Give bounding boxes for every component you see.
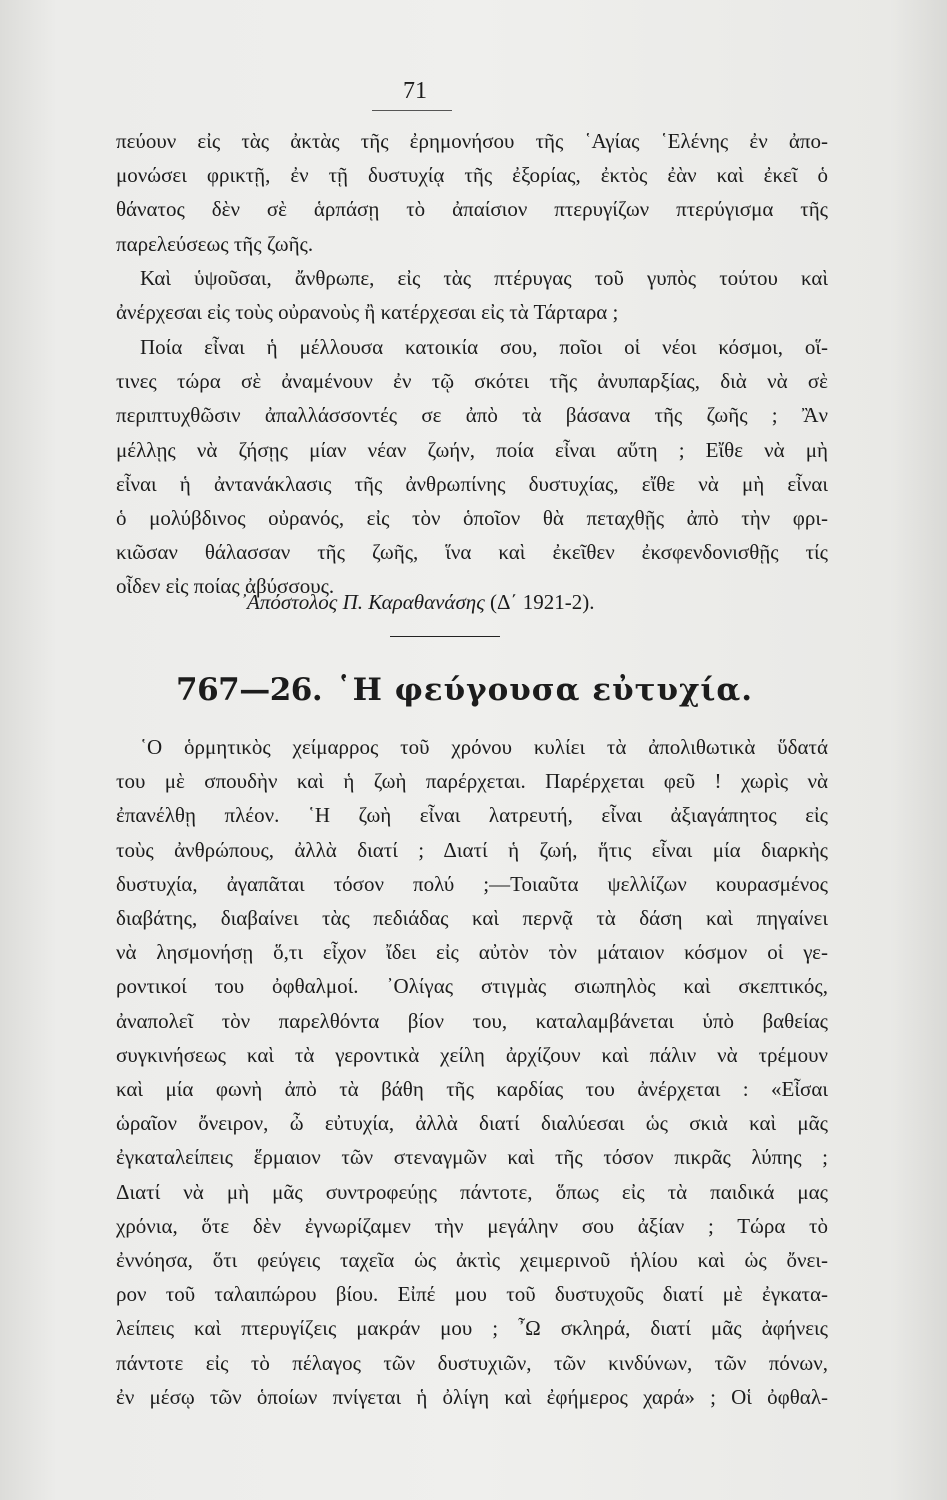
text-line: οἶδεν εἰς ποίας ἀβύσσους. xyxy=(116,574,335,599)
page-number: 71 xyxy=(403,78,427,104)
text-line: ὡραῖον ὄνειρον, ὦ εὐτυχία, ἀλλὰ διατί διαλύεσαι ὡς σκιὰ καὶ μᾶς xyxy=(116,1111,828,1136)
paragraph-continued xyxy=(116,124,828,261)
text-line: ἀνέρχεσαι εἰς τοὺς οὐρανοὺς ἢ κατέρχεσαι εἰς τὰ Τάρταρα ; xyxy=(116,300,619,325)
text-line: συγκινήσεως καὶ τὰ γεροντικὰ χείλη ἀρχίζουν καὶ πάλιν νὰ τρέμουν xyxy=(116,1042,828,1067)
text-line: Διατί νὰ μὴ μᾶς συντροφεύῃς πάντοτε, ὅπως εἰς τὰ παιδικά μας xyxy=(116,1179,828,1204)
text-line: τοὺς ἀνθρώπους, ἀλλὰ διατί ; Διατί ἡ ζωή, ἥτις εἶναι μία διαρκὴς xyxy=(116,837,828,862)
signature xyxy=(240,590,800,615)
text-line: μέλλῃς νὰ ζήσῃς μίαν νέαν ζωήν, ποία εἶναι αὕτη ; Εἴθε νὰ μὴ xyxy=(116,437,828,462)
text-line: περιπτυχθῶσιν ἀπαλλάσσοντές σε ἀπὸ τὰ βάσανα τῆς ζωῆς ; Ἂν xyxy=(116,403,828,428)
text-line: χρόνια, ὅτε δὲν ἐγνωρίζαμεν τὴν μεγάλην σου ἀξίαν ; Τώρα τὸ xyxy=(116,1213,828,1238)
page-number-rule xyxy=(372,110,452,111)
text-line: θάνατος δὲν σὲ ἁρπάσῃ τὸ ἀπαίσιον πτερυγίζων πτερύγισμα τῆς xyxy=(116,197,828,222)
paragraph-4 xyxy=(116,730,828,1414)
text-line: λείπεις καὶ πτερυγίζεις μακράν μου ; ῏Ω σκληρά, διατί μᾶς ἀφήνεις xyxy=(116,1316,828,1341)
paragraph-3 xyxy=(116,330,828,604)
text-line: Ποία εἶναι ἡ μέλλουσα κατοικία σου, ποῖοι οἱ νέοι κόσμοι, οἵ- xyxy=(140,335,828,359)
signature-author: ᾿Απόστολος Π. Καραθανάσης xyxy=(240,590,485,614)
text-line: ἐννόησα, ὅτι φεύγεις ταχεῖα ὡς ἀκτὶς χειμερινοῦ ἡλίου καὶ ὡς ὄνει- xyxy=(116,1248,828,1273)
heading-number: 767—26. xyxy=(176,672,323,708)
text-line: ἐγκαταλείπεις ἕρμαιον τῶν στεναγμῶν καὶ τῆς τόσον πικρᾶς λύπης ; xyxy=(116,1145,828,1170)
text-line: Καὶ ὑψοῦσαι, ἄνθρωπε, εἰς τὰς πτέρυγας τοῦ γυπὸς τούτου καὶ xyxy=(140,266,828,290)
text-line: ἀναπολεῖ τὸν παρελθόντα βίον του, καταλαμβάνεται ὑπὸ βαθείας xyxy=(116,1008,828,1033)
text-line: δυστυχία, ἀγαπᾶται τόσον πολύ ;—Τοιαῦτα ψελλίζων κουρασμένος xyxy=(116,871,828,896)
text-line: διαβάτης, διαβαίνει τὰς πεδιάδας καὶ περνᾷ τὰ δάση καὶ πηγαίνει xyxy=(116,906,828,931)
text-line: ἐπανέλθῃ πλέον. ῾Η ζωὴ εἶναι λατρευτή, εἶναι ἀξιαγάπητος εἰς xyxy=(116,803,828,828)
text-line: μονώσει φρικτῇ, ἐν τῇ δυστυχίᾳ τῆς ἐξορίας, ἐκτὸς ἐὰν καὶ ἐκεῖ ὁ xyxy=(116,163,828,188)
text-line: ὁ μολύβδινος οὐρανός, εἰς τὸν ὁποῖον θὰ πεταχθῇς ἀπὸ τὴν φρι- xyxy=(116,506,828,531)
section-divider xyxy=(390,636,500,637)
text-line: ἐν μέσῳ τῶν ὁποίων πνίγεται ἡ ὀλίγη καὶ ἐφήμερος χαρά» ; Οἱ ὀφθαλ- xyxy=(116,1384,828,1409)
heading-title: ῾Η φεύγουσα εὐτυχία. xyxy=(336,672,754,708)
text-line: ῾Ο ὁρμητικὸς χείμαρρος τοῦ χρόνου κυλίει τὰ ἀπολιθωτικὰ ὕδατά xyxy=(140,735,828,759)
text-line: πάντοτε εἰς τὸ πέλαγος τῶν δυστυχιῶν, τῶν κινδύνων, τῶν πόνων, xyxy=(116,1350,828,1375)
text-line: ρον τοῦ ταλαιπώρου βίου. Εἰπέ μου τοῦ δυστυχοῦς διατί μὲ ἐγκατα- xyxy=(116,1282,828,1307)
text-line: του μὲ σπουδὴν καὶ ἡ ζωὴ παρέρχεται. Παρέρχεται φεῦ ! χωρὶς νὰ xyxy=(116,769,828,794)
text-line: τινες τώρα σὲ ἀναμένουν ἐν τῷ σκότει τῆς ἀνυπαρξίας, διὰ νὰ σὲ xyxy=(116,369,828,394)
section-heading xyxy=(176,672,776,708)
text-line: καὶ μία φωνὴ ἀπὸ τὰ βάθη τῆς καρδίας του ἀνέρχεται : «Εἶσαι xyxy=(116,1077,828,1102)
text-line: νὰ λησμονήσῃ ὅ,τι εἶχον ἴδει εἰς αὐτὸν τὸν μάταιον κόσμον οἱ γε- xyxy=(116,940,828,965)
signature-class-year: (Δ΄ 1921-2). xyxy=(490,590,595,614)
text-line: εἶναι ἡ ἀντανάκλασις τῆς ἀνθρωπίνης δυστυχίας, εἴθε νὰ μὴ εἶναι xyxy=(116,471,828,496)
text-line: ροντικοί του ὀφθαλμοί. ᾿Ολίγας στιγμὰς σιωπηλὸς καὶ σκεπτικός, xyxy=(116,974,828,999)
text-line: κιῶσαν θάλασσαν τῆς ζωῆς, ἵνα καὶ ἐκεῖθεν ἐκσφενδονισθῇς τίς xyxy=(116,540,828,565)
paragraph-2 xyxy=(116,261,828,329)
text-line: πεύουν εἰς τὰς ἀκτὰς τῆς ἐρημονήσου τῆς ῾Αγίας ῾Ελένης ἐν ἀπο- xyxy=(116,129,828,153)
text-line: παρελεύσεως τῆς ζωῆς. xyxy=(116,231,314,256)
